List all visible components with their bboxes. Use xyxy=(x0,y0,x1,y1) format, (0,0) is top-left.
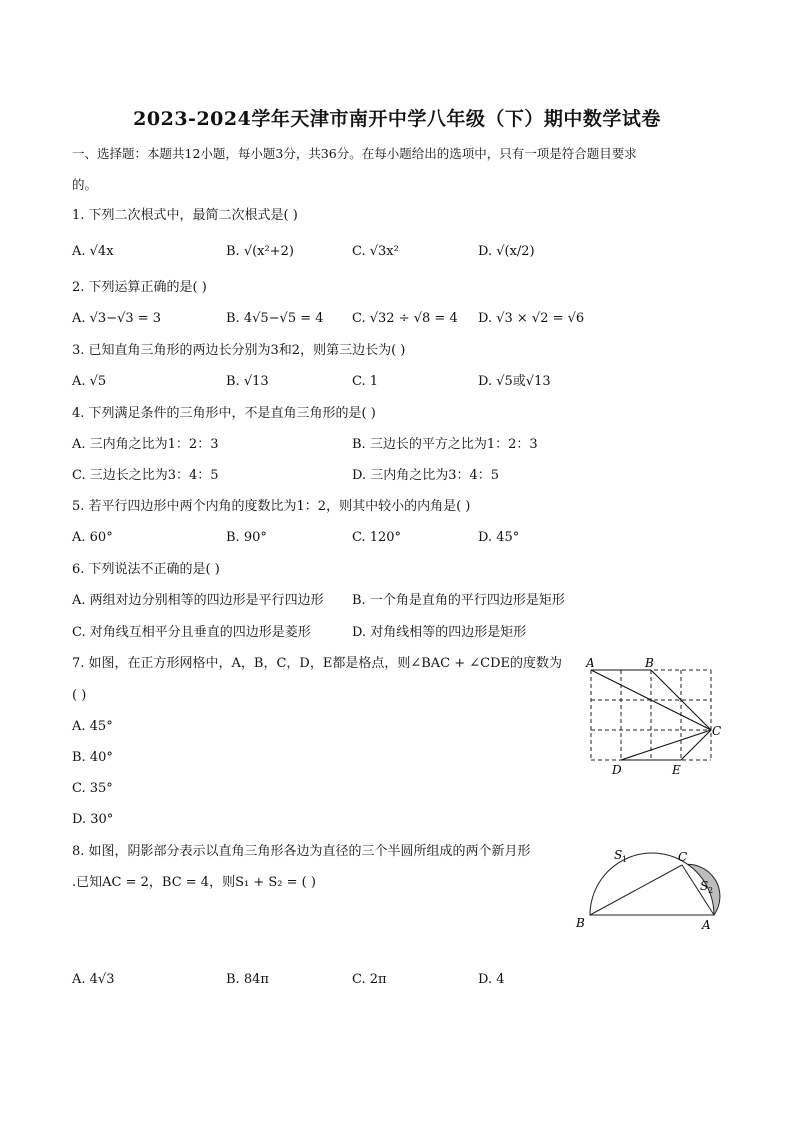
q8-label-b: B xyxy=(576,916,585,930)
q8-label-s1: S xyxy=(614,848,623,862)
question-1-stem: 1. 下列二次根式中，最简二次根式是( ) xyxy=(72,208,298,223)
question-3-stem: 3. 已知直角三角形的两边长分别为3和2，则第三边长为( ) xyxy=(72,343,406,358)
q8-option-d: D. 4 xyxy=(478,972,505,987)
q6-option-c: C. 对角线互相平分且垂直的四边形是菱形 xyxy=(72,625,311,640)
q8-label-s1-sub: 1 xyxy=(622,855,628,864)
question-7-stem-cont: ( ) xyxy=(72,688,87,703)
section-instruction-cont: 的。 xyxy=(72,177,98,192)
q5-option-c: C. 120° xyxy=(352,530,402,545)
q3-option-c: C. 1 xyxy=(352,374,379,389)
question-6-stem: 6. 下列说法不正确的是( ) xyxy=(72,562,220,577)
q6-option-d: D. 对角线相等的四边形是矩形 xyxy=(352,625,527,640)
q3-option-d: D. √5或√13 xyxy=(478,374,551,389)
q8-option-c: C. 2π xyxy=(352,972,387,987)
q1-option-a: A. √4x xyxy=(72,244,114,259)
q7-option-c: C. 35° xyxy=(72,781,113,796)
q7-option-b: B. 40° xyxy=(72,750,113,765)
q5-option-a: A. 60° xyxy=(72,530,113,545)
page-title: 2023-2024学年天津市南开中学八年级（下）期中数学试卷 xyxy=(133,108,661,130)
q5-option-d: D. 45° xyxy=(478,530,520,545)
q3-option-a: A. √5 xyxy=(72,374,107,389)
q1-option-c: C. √3x² xyxy=(352,244,399,259)
section-instruction: 一、选择题：本题共12小题，每小题3分，共36分。在每小题给出的选项中，只有一项是符合题目要求 xyxy=(72,146,637,161)
q8-label-c: C xyxy=(678,850,688,864)
q1-option-b: B. √(x²+2) xyxy=(226,244,294,259)
q7-grid-figure xyxy=(580,655,725,780)
q7-label-b: B xyxy=(645,656,654,670)
q2-option-b: B. 4√5−√5 = 4 xyxy=(226,311,324,326)
question-7-stem: 7. 如图，在正方形网格中，A，B，C，D，E都是格点，则∠BAC + ∠CDE的度数为 xyxy=(72,656,563,671)
question-4-stem: 4. 下列满足条件的三角形中，不是直角三角形的是( ) xyxy=(72,406,376,421)
question-8-stem-cont: .已知AC = 2，BC = 4，则S₁ + S₂ = ( ) xyxy=(72,875,316,890)
q3-option-b: B. √13 xyxy=(226,374,269,389)
q7-label-c: C xyxy=(712,724,722,738)
q8-label-s2-sub: 2 xyxy=(708,886,714,895)
q8-label-s2: S xyxy=(700,879,709,893)
q2-option-d: D. √3 × √2 = √6 xyxy=(478,311,585,326)
q5-option-b: B. 90° xyxy=(226,530,267,545)
q7-option-d: D. 30° xyxy=(72,812,114,827)
q7-label-d: D xyxy=(612,763,622,777)
question-8-stem: 8. 如图，阴影部分表示以直角三角形各边为直径的三个半圆所组成的两个新月形 xyxy=(72,844,531,859)
q8-option-a: A. 4√3 xyxy=(72,972,115,987)
q2-option-a: A. √3−√3 = 3 xyxy=(72,311,162,326)
q7-label-a: A xyxy=(586,656,595,670)
q6-option-b: B. 一个角是直角的平行四边形是矩形 xyxy=(352,593,565,608)
q6-option-a: A. 两组对边分别相等的四边形是平行四边形 xyxy=(72,593,324,608)
question-5-stem: 5. 若平行四边形中两个内角的度数比为1：2，则其中较小的内角是( ) xyxy=(72,499,471,514)
q7-label-e: E xyxy=(672,763,681,777)
q8-option-b: B. 84π xyxy=(226,972,269,987)
q4-option-d: D. 三内角之比为3：4：5 xyxy=(352,468,500,483)
q7-option-a: A. 45° xyxy=(72,719,113,734)
q4-option-b: B. 三边长的平方之比为1：2：3 xyxy=(352,437,538,452)
q8-crescent-figure xyxy=(572,835,727,935)
q2-option-c: C. √32 ÷ √8 = 4 xyxy=(352,311,458,326)
q4-option-a: A. 三内角之比为1：2：3 xyxy=(72,437,219,452)
q4-option-c: C. 三边长之比为3：4：5 xyxy=(72,468,219,483)
question-2-stem: 2. 下列运算正确的是( ) xyxy=(72,280,207,295)
q1-option-d: D. √(x/2) xyxy=(478,244,535,259)
q8-label-a: A xyxy=(702,918,711,932)
